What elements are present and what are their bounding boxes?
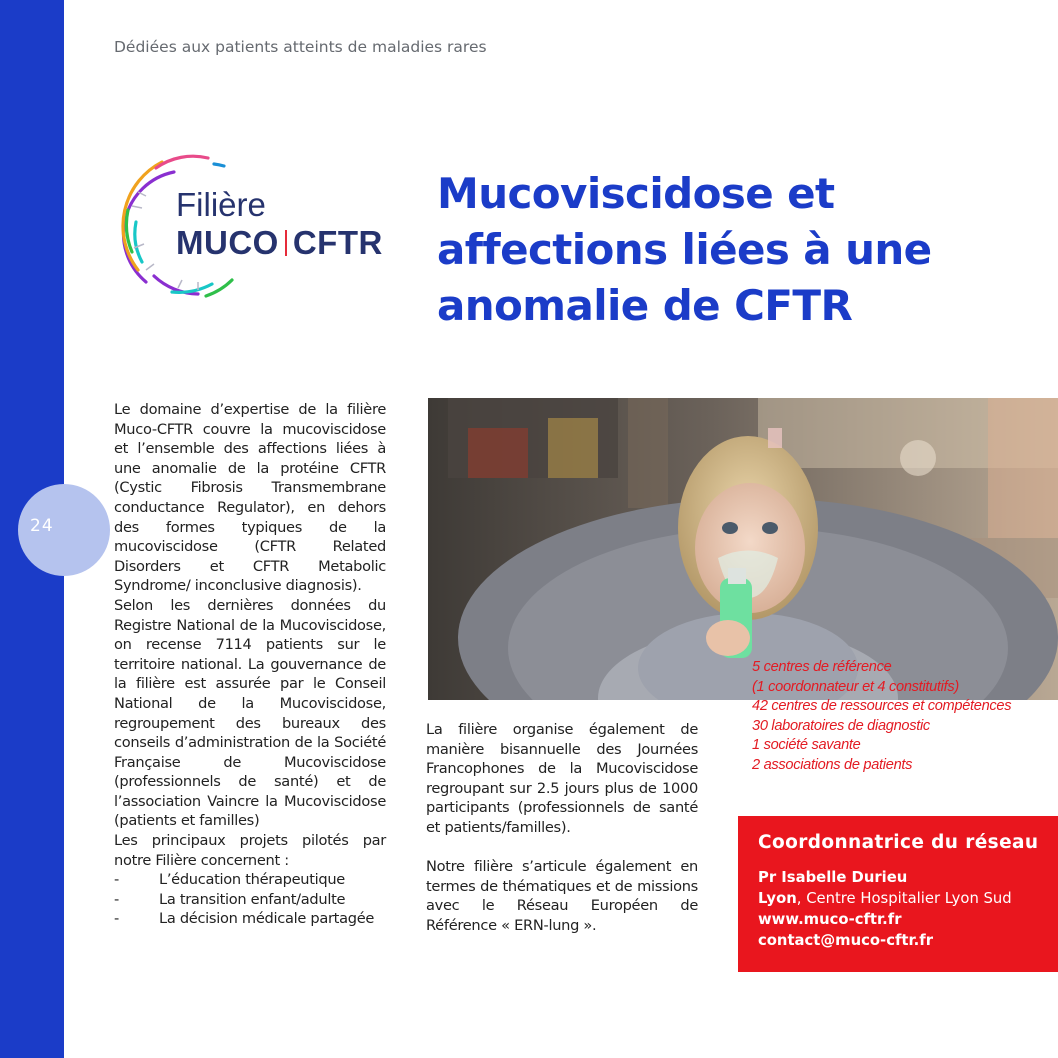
left-text-column [114, 400, 386, 929]
list-item: 2 associations de patients [752, 756, 913, 773]
logo-text-muco-cftr [176, 224, 383, 262]
logo-text-filiere: Filière [176, 186, 266, 223]
coordinator-institution: , Centre Hospitalier Lyon Sud [796, 890, 1012, 907]
email-text[interactable]: contact@muco-cftr.fr [758, 932, 934, 949]
coordinator-location [758, 888, 1058, 909]
list-item: - L’éducation thérapeutique [114, 870, 386, 890]
intro-paragraph: Le domaine d’expertise de la filière Muco-CFTR couvre la mucoviscidose et l’ensemble des affections liées à une anomalie de la protéine CFTR (Cystic Fibrosis Transmembrane conductance Regulator), en dehors des formes typiques de la mucoviscidose (CFTR Related Disorders et CFTR Metabolic Syndrome/ inconclusive diagnosis). [114, 401, 386, 595]
list-item: 5 centres de référence [752, 659, 892, 675]
title-line-1: Mucoviscidose et [437, 169, 835, 218]
filiere-muco-cftr-logo [116, 152, 396, 302]
list-item: - La transition enfant/adulte [114, 890, 386, 910]
middle-text-column [426, 720, 698, 936]
key-figures-list [752, 658, 1052, 776]
coordinator-name [758, 867, 1058, 888]
website-text[interactable]: www.muco-cftr.fr [758, 911, 902, 928]
email-link[interactable] [758, 930, 1058, 951]
page-number: 24 [30, 516, 54, 536]
coordinator-city: Lyon [758, 890, 797, 907]
list-item: - La décision médicale partagée [114, 909, 386, 929]
logo-word-cftr: CFTR [292, 224, 383, 261]
projects-list [114, 870, 386, 929]
list-item: 30 laboratoires de diagnostic [752, 717, 930, 734]
paragraph-spacer [426, 838, 698, 858]
registry-paragraph: Selon les dernières données du Registre National de la Mucoviscidose, on recense 7114 patients sur le territoire national. La gouvernance de la filière est assurée par le Conseil National de la Mucoviscidose, regroupement des bureaux des conseils d’administration de la Société Française de Mucoviscidose (professionnels de santé) et de l’association Vaincre la Mucoviscidose (patients et familles) [114, 596, 386, 830]
page-title [437, 166, 997, 334]
contact-box [738, 816, 1058, 972]
logo-word-muco: MUCO [176, 224, 279, 261]
title-line-3: anomalie de CFTR [437, 281, 853, 330]
contact-title: Coordonnatrice du réseau [758, 832, 1039, 853]
journees-paragraph: La filière organise également de manière bisannuelle des Journées Francophones de la Mucoviscidose regroupant sur 2.5 jours plus de 1000 participants (professionnels de santé et patients/familles). [426, 721, 698, 836]
child-nebulizer-photo [428, 398, 1058, 700]
ern-paragraph: Notre filière s’articule également en termes de thématiques et de missions avec le Réseau Européen de Référence « ERN-lung ». [426, 858, 698, 934]
list-item: 42 centres de ressources et compétences [752, 698, 1012, 715]
list-item: (1 coordonnateur et 4 constitutifs) [752, 678, 959, 695]
logo-separator [285, 230, 287, 256]
website-link[interactable] [758, 909, 1058, 930]
projects-intro: Les principaux projets pilotés par notre Filière concernent : [114, 832, 386, 869]
coordinator-name-text: Pr Isabelle Durieu [758, 869, 908, 886]
running-header: Dédiées aux patients atteints de maladies rares [114, 38, 487, 56]
title-line-2: affections liées à une [437, 225, 932, 274]
list-item: 1 société savante [752, 737, 861, 754]
